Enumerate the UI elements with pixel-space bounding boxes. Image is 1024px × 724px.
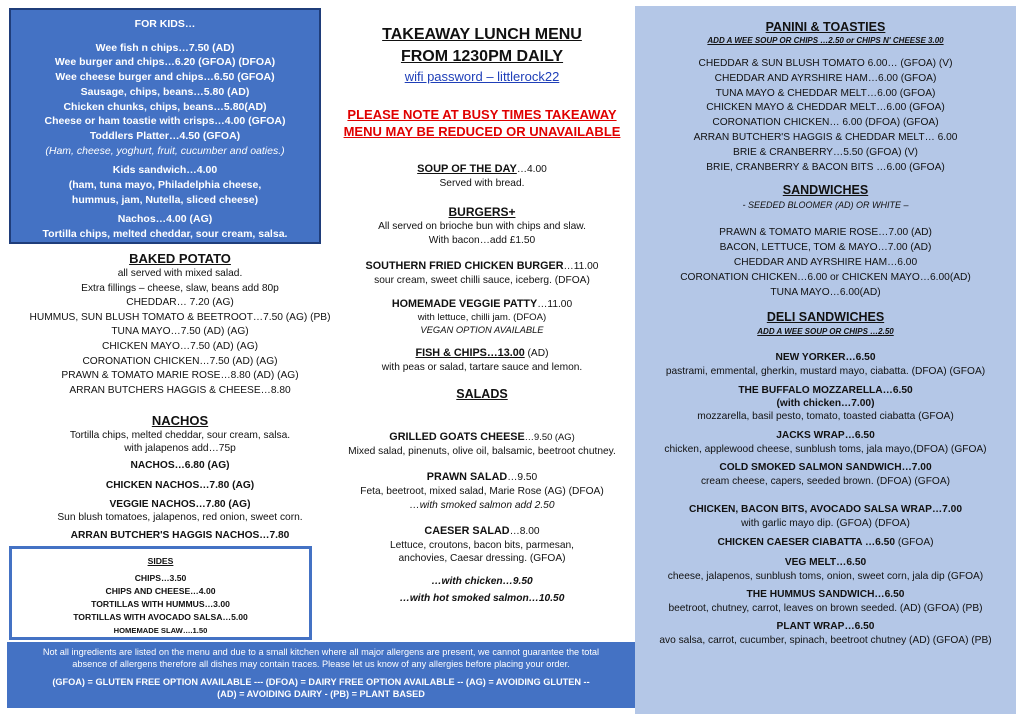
panini-sub: ADD A WEE SOUP OR CHIPS …2.50 or CHIPS N' CHEESE 3.00 (707, 36, 944, 45)
caeser-desc: anchovies, Caesar dressing. (GFOA) (398, 553, 566, 564)
deli-item-name: PLANT WRAP…6.50 (776, 621, 875, 632)
panini-item: CORONATION CHICKEN… 6.00 (DFOA) (GFOA) (712, 117, 939, 129)
panini-item: CHEDDAR & SUN BLUSH TOMATO 6.00… (GFOA) (V) (698, 58, 953, 69)
kids-item: Toddlers Platter…4.50 (GFOA) (89, 129, 241, 142)
nachos-plain: NACHOS…6.80 (AG) (130, 460, 230, 471)
menu-line: PRAWN & TOMATO MARIE ROSE…8.80 (AD) (AG) (61, 370, 299, 382)
caeser-salmon: …with hot smoked salmon…10.50 (399, 593, 565, 604)
deli-item-name: CHICKEN CAESER CIABATTA …6.50 (717, 537, 896, 548)
deli-item-name: VEG MELT…6.50 (784, 557, 867, 568)
fish-desc: with peas or salad, tartare sauce and lemon. (381, 362, 583, 373)
caeser-desc: Lettuce, croutons, bacon bits, parmesan, (389, 540, 575, 551)
deli-section (635, 309, 1016, 647)
deli-item-name: THE HUMMUS SANDWICH…6.50 (746, 589, 905, 600)
sandwiches-item: PRAWN & TOMATO MARIE ROSE…7.00 (AD) (719, 227, 932, 238)
nachos-desc: with jalapenos add…75p (124, 443, 236, 454)
menu-line: all served with mixed salad. (117, 268, 243, 279)
sfc-row (336, 259, 628, 274)
allergen-key: (AD) = AVOIDING DAIRY - (PB) = PLANT BASED (217, 689, 425, 699)
prawn-extra: …with smoked salmon add 2.50 (409, 500, 555, 511)
soup-price: …4.00 (516, 164, 547, 175)
sides-item: TORTILLAS WITH AVOCADO SALSA…5.00 (73, 612, 248, 622)
menu-line: CHEDDAR… 7.20 (AG) (126, 297, 234, 309)
nachos-haggis: ARRAN BUTCHER'S HAGGIS NACHOS…7.80 (70, 530, 290, 541)
kids-nachos-title: Nachos…4.00 (AG) (117, 213, 213, 226)
deli-item-desc: cheese, jalapenos, sunblush toms, onion, sweet corn, jala dip (GFOA) (667, 571, 984, 582)
warning-line: PLEASE NOTE AT BUSY TIMES TAKEAWAY (347, 107, 617, 122)
menu-line: Extra fillings – cheese, slaw, beans add 80p (81, 282, 279, 294)
deli-item-desc: chicken, applewood cheese, sunblush toms, jala mayo,(DFOA) (GFOA) (664, 444, 987, 455)
kids-platter-note: (Ham, cheese, yoghurt, fruit, cucumber and oaties.) (45, 144, 285, 157)
goats-price: …9.50 (AG) (524, 431, 575, 442)
sides-box (9, 546, 312, 640)
prawn-row (336, 470, 628, 485)
panini-item: ARRAN BUTCHER'S HAGGIS & CHEDDAR MELT… 6.00 (693, 131, 958, 143)
sfc-desc: sour cream, sweet chilli sauce, iceberg. (DFOA) (374, 275, 590, 286)
kids-item: Cheese or ham toastie with crisps…4.00 (GFOA) (44, 115, 286, 128)
sandwiches-item: CHEDDAR AND AYRSHIRE HAM…6.00 (733, 257, 918, 268)
menu-line: HUMMUS, SUN BLUSH TOMATO & BEETROOT…7.50 (AG) (PB) (29, 311, 331, 323)
allergen-note: Not all ingredients are listed on the menu and due to a small kitchen where all major allergens are present, we cannot guarantee the total (42, 647, 600, 657)
sandwiches-section (635, 182, 1016, 300)
deli-item-name: COLD SMOKED SALMON SANDWICH…7.00 (719, 462, 932, 473)
center-column (336, 24, 628, 140)
panini-item: CHEDDAR AND AYRSHIRE HAM…6.00 (GFOA) (714, 72, 937, 84)
deli-item-name: THE BUFFALO MOZZARELLA…6.50 (738, 385, 913, 396)
kids-sandwich-line: hummus, jam, Nutella, sliced cheese) (71, 193, 259, 206)
deli-item-desc: with garlic mayo dip. (GFOA) (DFOA) (741, 518, 910, 529)
sandwiches-sub: - SEEDED BLOOMER (AD) OR WHITE – (742, 200, 909, 210)
burgers-title: BURGERS+ (448, 205, 516, 219)
warning-line: MENU MAY BE REDUCED OR UNAVAILABLE (343, 124, 621, 139)
goats-row (336, 430, 628, 445)
sandwiches-item: BACON, LETTUCE, TOM & MAYO…7.00 (AD) (719, 242, 932, 253)
menu-line: CHICKEN MAYO…7.50 (AD) (AG) (101, 340, 259, 352)
wifi-password: wifi password – littlerock22 (404, 69, 560, 84)
deli-item-desc: cream cheese, capers, seeded brown. (DFOA) (GFOA) (700, 476, 951, 487)
allergen-footer (7, 642, 635, 708)
kids-item: Wee cheese burger and chips…6.50 (GFOA) (55, 71, 275, 84)
deli-item-desc: avo salsa, carrot, cucumber, spinach, beetroot chutney (AD) (GFOA) (PB) (659, 635, 992, 646)
panini-item: TUNA MAYO & CHEDDAR MELT…6.00 (GFOA) (715, 87, 936, 99)
nachos-section (15, 412, 345, 543)
sides-item: HOMEMADE SLAW….1.50 (113, 626, 208, 635)
fish-row (336, 346, 628, 361)
allergen-key: (GFOA) = GLUTEN FREE OPTION AVAILABLE --- (DFOA) = DAIRY FREE OPTION AVAILABLE -- (AG) = AVOIDING GLUTEN -- (52, 677, 590, 687)
panini-section (635, 19, 1016, 175)
menu-line: TUNA MAYO…7.50 (AD) (AG) (111, 326, 249, 338)
deli-item-desc: beetroot, chutney, carrot, leaves on brown seeded. (AD) (GFOA) (PB) (668, 603, 983, 614)
soup-title: SOUP OF THE DAY (417, 163, 517, 175)
sandwiches-item: TUNA MAYO…6.00(AD) (770, 287, 881, 298)
kids-sandwich-title: Kids sandwich…4.00 (112, 164, 218, 177)
deli-sub: ADD A WEE SOUP OR CHIPS …2.50 (757, 327, 894, 336)
caeser-name: CAESER SALAD (424, 525, 510, 537)
veggie-desc: with lettuce, chilli jam. (DFOA) (417, 312, 547, 323)
veggie-row (336, 297, 628, 312)
panini-item: CHICKEN MAYO & CHEDDAR MELT…6.00 (GFOA) (706, 102, 945, 114)
deli-item-name: CHICKEN, BACON BITS, AVOCADO SALSA WRAP…7.00 (688, 504, 962, 515)
burgers-desc: All served on brioche bun with chips and slaw. (378, 221, 586, 232)
deli-row (635, 536, 1016, 550)
fish-tag: (AD) (524, 348, 549, 359)
veggie-price: …11.00 (537, 299, 573, 310)
menu-line: ARRAN BUTCHERS HAGGIS & CHEESE…8.80 (69, 384, 291, 396)
deli-item-desc: mozzarella, basil pesto, tomato, toasted ciabatta (GFOA) (697, 411, 954, 422)
menu-line: CORONATION CHICKEN…7.50 (AD) (AG) (82, 355, 278, 367)
panini-item: BRIE & CRANBERRY…5.50 (GFOA) (V) (733, 146, 918, 158)
nachos-veggie: VEGGIE NACHOS…7.80 (AG) (109, 499, 251, 510)
panini-title: PANINI & TOASTIES (765, 20, 886, 34)
nachos-veggie-desc: Sun blush tomatoes, jalapenos, red onion, sweet corn. (57, 512, 303, 523)
kids-nachos-desc: Tortilla chips, melted cheddar, sour cream, salsa. (42, 228, 288, 241)
goats-name: GRILLED GOATS CHEESE (389, 431, 525, 443)
prawn-desc: Feta, beetroot, mixed salad, Marie Rose (AG) (DFOA) (360, 486, 604, 497)
kids-item: Wee fish n chips…7.50 (AD) (95, 41, 235, 54)
menu-title: TAKEAWAY LUNCH MENU (382, 26, 582, 43)
kids-sandwich-line: (ham, tuna mayo, Philadelphia cheese, (68, 179, 262, 192)
sfc-price: …11.00 (563, 261, 599, 272)
salads-title: SALADS (456, 387, 508, 401)
deli-item-name: JACKS WRAP…6.50 (776, 430, 875, 441)
caeser-price: …8.00 (509, 526, 540, 537)
deli-item-name: NEW YORKER…6.50 (775, 352, 876, 363)
kids-item: Sausage, chips, beans…5.80 (AD) (80, 85, 250, 98)
deli-item-desc: pastrami, emmental, gherkin, mustard mayo, ciabatta. (DFOA) (GFOA) (665, 366, 986, 377)
center-menu (336, 162, 628, 606)
baked-potato-section (15, 251, 345, 398)
deli-title: DELI SANDWICHES (766, 310, 885, 324)
allergen-note: absence of allergens therefore all dishes may contain traces. Please let us know of any allergies before placing your order. (72, 659, 570, 669)
sides-item: CHIPS…3.50 (134, 573, 187, 583)
baked-potato-title: BAKED POTATO (129, 251, 231, 266)
kids-item: Chicken chunks, chips, beans…5.80(AD) (63, 100, 267, 113)
kids-title: FOR KIDS… (134, 18, 196, 30)
sandwiches-title: SANDWICHES (782, 183, 869, 197)
kids-menu-box (9, 8, 321, 244)
sfc-name: SOUTHERN FRIED CHICKEN BURGER (365, 260, 564, 272)
menu-subtitle: FROM 1230PM DAILY (400, 48, 564, 65)
prawn-name: PRAWN SALAD (426, 471, 508, 483)
deli-item-name-extra: (with chicken…7.00) (776, 398, 875, 409)
burgers-desc: With bacon…add £1.50 (428, 235, 536, 246)
soup-row (336, 162, 628, 177)
sides-item: CHIPS AND CHEESE…4.00 (105, 586, 216, 596)
sides-item: TORTILLAS WITH HUMMUS…3.00 (91, 599, 230, 609)
soup-desc: Served with bread. (439, 178, 525, 189)
nachos-chicken: CHICKEN NACHOS…7.80 (AG) (105, 480, 255, 491)
sandwiches-item: CORONATION CHICKEN…6.00 or CHICKEN MAYO…6.00(AD) (680, 272, 971, 283)
goats-desc: Mixed salad, pinenuts, olive oil, balsamic, beetroot chutney. (348, 446, 616, 457)
caeser-chicken: …with chicken…9.50 (431, 576, 533, 587)
fish-name: FISH & CHIPS…13.00 (415, 347, 525, 359)
nachos-desc: Tortilla chips, melted cheddar, sour cream, salsa. (69, 430, 291, 441)
veggie-vegan: VEGAN OPTION AVAILABLE (420, 324, 544, 335)
veggie-name: HOMEMADE VEGGIE PATTY (391, 298, 538, 310)
caeser-row (336, 524, 628, 539)
prawn-price: …9.50 (507, 472, 538, 483)
nachos-title: NACHOS (151, 413, 209, 428)
panini-item: BRIE, CRANBERRY & BACON BITS …6.00 (GFOA) (706, 161, 945, 173)
kids-item: Wee burger and chips…6.20 (GFOA) (DFOA) (54, 56, 276, 69)
deli-item-desc: (GFOA) (897, 537, 934, 548)
sides-title: SIDES (147, 556, 174, 566)
